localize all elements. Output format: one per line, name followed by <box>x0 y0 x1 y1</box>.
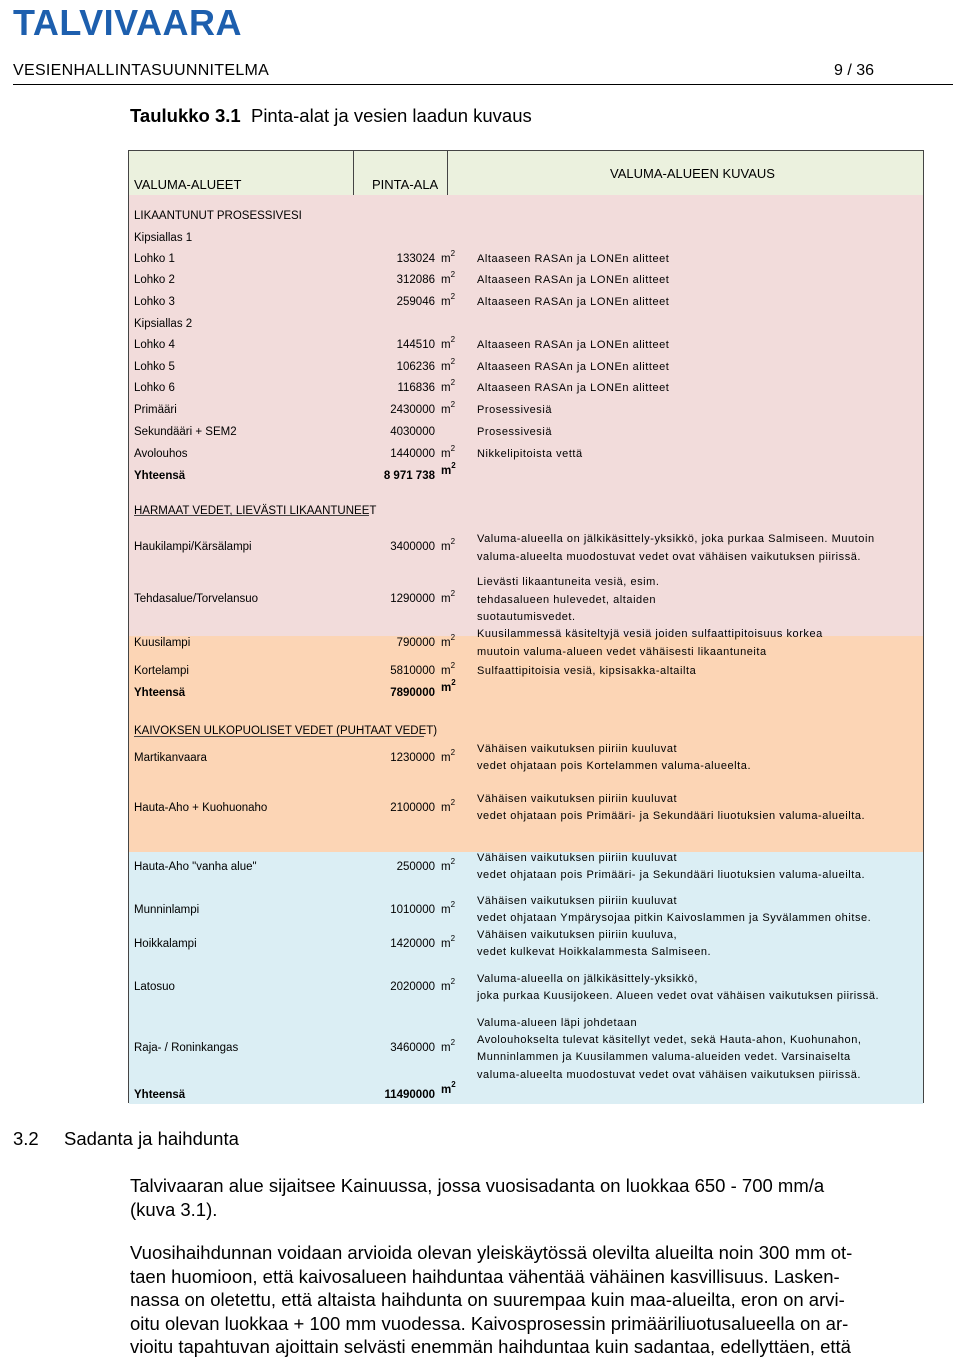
area-unit <box>441 1080 456 1097</box>
unit-exponent: 2 <box>450 1038 456 1047</box>
table-row-description: Lievästi likaantuneita vesiä, esim. <box>477 576 660 588</box>
area-unit <box>441 748 456 765</box>
area-unit <box>441 400 456 417</box>
area-unit <box>441 934 456 951</box>
unit-exponent: 2 <box>450 633 456 642</box>
area-unit <box>441 357 456 374</box>
table-row-description: muutoin valuma-alueen vedet vähäisesti likaantuneita <box>477 645 767 658</box>
unit-symbol: m <box>441 802 451 814</box>
area-unit <box>441 537 456 554</box>
table-row-description: Vähäisen vaikutuksen piiriin kuuluvat <box>477 852 678 864</box>
table-row-area: 8 971 738 <box>383 470 435 482</box>
paragraph-line: Talvivaaran alue sijaitsee Kainuussa, jossa vuosisadanta on luokkaa 650 - 700 mm/a <box>130 1175 825 1196</box>
unit-exponent: 2 <box>451 678 456 687</box>
area-unit <box>441 335 456 352</box>
area-unit <box>441 661 456 678</box>
table-row-name: Lohko 1 <box>134 253 175 265</box>
unit-symbol: m <box>441 682 452 694</box>
table-row-description: Altaaseen RASAn ja LONEn alitteet <box>477 361 670 373</box>
unit-exponent: 2 <box>450 444 456 453</box>
table-row-description: Nikkelipitoista vettä <box>477 448 583 460</box>
table-row-name: Hauta-Aho "vanha alue" <box>134 861 257 873</box>
table-row-area: 2100000 <box>390 802 435 814</box>
table-row-description: Vähäisen vaikutuksen piiriin kuuluva, <box>477 929 678 941</box>
table-row-area: 1230000 <box>390 752 435 764</box>
unit-exponent: 2 <box>450 798 456 807</box>
table-row-name: Tehdasalue/Torvelansuo <box>134 593 259 605</box>
paragraph-line: nassa on oletettu, että altaista haihdunta on suurempaa kuin maa-alueilta, eron on arvi- <box>130 1289 845 1310</box>
table-row-description: Prosessivesiä <box>477 404 553 416</box>
area-unit <box>441 292 456 309</box>
unit-exponent: 2 <box>450 335 456 344</box>
paragraph-line: (kuva 3.1). <box>130 1198 218 1220</box>
table-row-name: Lohko 2 <box>134 274 175 286</box>
area-unit <box>441 857 456 874</box>
table-row-area: 1440000 <box>390 448 435 460</box>
table-row-area: 144510 <box>396 339 435 351</box>
table-row-description: vedet kulkevat Hoikkalammesta Salmiseen. <box>477 946 712 959</box>
table-row-description: vedet ohjataan Ympärysojaa pitkin Kaivoslammen ja Syvälammen ohitse. <box>477 912 872 925</box>
section-title-contaminated: LIKAANTUNUT PROSESSIVESI <box>134 210 302 222</box>
table-row-description: joka purkaa Kuusijokeen. Alueen vedet ovat vähäisen vaikutuksen piirissä. <box>477 990 880 1003</box>
header-divider <box>13 84 953 85</box>
unit-symbol: m <box>441 404 451 416</box>
table-row-area: 250000 <box>396 861 435 873</box>
paragraph-line: Vuosihaihdunnan voidaan arvioida olevan yleiskäytössä olevilta alueilta noin 300 mm ot- <box>130 1242 853 1263</box>
unit-exponent: 2 <box>450 589 456 598</box>
table-row-area: 790000 <box>396 637 435 649</box>
table-row-description: Altaaseen RASAn ja LONEn alitteet <box>477 253 670 265</box>
area-unit <box>441 678 456 695</box>
unit-symbol: m <box>441 1084 452 1096</box>
table-row-name: Avolouhos <box>134 448 188 460</box>
table-row-description: Prosessivesiä <box>477 426 553 438</box>
table-row-name: Kipsiallas 1 <box>134 232 193 244</box>
table-header-band <box>129 151 923 196</box>
area-unit <box>441 589 456 606</box>
unit-symbol: m <box>441 253 451 265</box>
table-row-area: 3460000 <box>390 1042 435 1054</box>
table-row-name: Martikanvaara <box>134 752 207 764</box>
table-caption <box>130 105 532 127</box>
unit-symbol: m <box>441 465 452 477</box>
unit-exponent: 2 <box>450 857 456 866</box>
table-row-name: Raja- / Roninkangas <box>134 1042 239 1054</box>
table-row-description: Valuma-alueella on jälkikäsittely-yksikkö, joka purkaa Salmiseen. Muutoin <box>477 533 875 545</box>
area-unit <box>441 378 456 395</box>
paragraph-line: vioitu tapahtuvan ajoittain selvästi enemmän haihduntaa kuin sadantaa, edellyttäen, että <box>130 1336 851 1357</box>
table-row-description: tehdasalueen hulevedet, altaiden <box>477 593 657 606</box>
table-row-name: Kuusilampi <box>134 637 191 649</box>
unit-exponent: 2 <box>450 292 456 301</box>
document-title: VESIENHALLINTASUUNNITELMA <box>13 62 270 79</box>
unit-symbol: m <box>441 637 451 649</box>
unit-symbol: m <box>441 541 451 553</box>
unit-symbol: m <box>441 296 451 308</box>
table-row-name: Munninlampi <box>134 904 200 916</box>
table-row-area: 11490000 <box>384 1089 435 1101</box>
table-row-name: Lohko 3 <box>134 296 175 308</box>
unit-exponent: 2 <box>450 270 456 279</box>
table-row-name: Latosuo <box>134 981 175 993</box>
table-row-description: vedet ohjataan pois Kortelammen valuma-alueelta. <box>477 760 752 773</box>
page-number: 9 / 36 <box>834 62 875 79</box>
unit-symbol: m <box>441 981 451 993</box>
section-title: Sadanta ja haihdunta <box>64 1128 239 1149</box>
area-unit <box>441 900 456 917</box>
table-row-name: Kortelampi <box>134 665 189 677</box>
table-row-description: valuma-alueelta muodostuvat vedet ovat vähäisen vaikutuksen piirissä. <box>477 1068 862 1081</box>
table-row-name: Yhteensä <box>134 1089 186 1101</box>
unit-symbol: m <box>441 1042 451 1054</box>
table-row-name: Lohko 4 <box>134 339 175 351</box>
table-row-name: Hauta-Aho + Kuohuonaho <box>134 802 268 814</box>
table-row-description: Vähäisen vaikutuksen piiriin kuuluvat <box>477 743 678 755</box>
col-header-areas: VALUMA-ALUEET <box>134 177 242 192</box>
unit-symbol: m <box>441 274 451 286</box>
table-row-description: Altaaseen RASAn ja LONEn alitteet <box>477 296 670 308</box>
unit-symbol: m <box>441 665 451 677</box>
unit-exponent: 2 <box>451 1080 456 1089</box>
table-row-area: 7890000 <box>390 687 435 699</box>
unit-exponent: 2 <box>451 461 456 470</box>
section-title-clean: KAIVOKSEN ULKOPUOLISET VEDET (PUHTAAT VEDET) <box>134 725 438 737</box>
table-row-description: Altaaseen RASAn ja LONEn alitteet <box>477 274 670 286</box>
caption-text: Pinta-alat ja vesien laadun kuvaus <box>250 105 532 126</box>
unit-exponent: 2 <box>450 378 456 387</box>
table-row-area: 1010000 <box>390 904 435 916</box>
col-header-surface: PINTA-ALA <box>372 177 439 192</box>
paragraph-2 <box>130 1241 910 1359</box>
unit-exponent: 2 <box>450 249 456 258</box>
section-title-grey: HARMAAT VEDET, LIEVÄSTI LIKAANTUNEET <box>134 505 377 517</box>
table-row-name: Yhteensä <box>134 470 186 482</box>
unit-symbol: m <box>441 593 451 605</box>
unit-symbol: m <box>441 382 451 394</box>
unit-exponent: 2 <box>450 357 456 366</box>
table-row-area: 1420000 <box>390 938 435 950</box>
table-row-area: 5810000 <box>390 665 435 677</box>
area-unit <box>441 249 456 266</box>
area-unit <box>441 270 456 287</box>
table-row-area: 259046 <box>396 296 435 308</box>
table-row-name: Sekundääri + SEM2 <box>134 426 237 438</box>
table-row-description: Kuusilammessä käsiteltyjä vesiä joiden sulfaattipitoisuus korkea <box>477 628 823 640</box>
table-row-description: valuma-alueelta muodostuvat vedet ovat vähäisen vaikutuksen piirissä. <box>477 550 862 563</box>
table-row-name: Hoikkalampi <box>134 938 197 950</box>
paragraph-line: taen huomioon, että kaivosalueen haihduntaa vähentää vähäinen kasvillisuus. Lasken- <box>130 1265 840 1287</box>
paragraph-1 <box>130 1174 910 1221</box>
table-row-description: vedet ohjataan pois Primääri- ja Sekundääri liuotuksien valuma-alueilta. <box>477 869 866 882</box>
area-unit <box>441 798 456 815</box>
paragraph-line: oitu olevan luokkaa + 100 mm vuodessa. Kaivosprosessin primääriliuotusalueella on ar- <box>130 1312 849 1334</box>
header-divider-2 <box>447 151 448 195</box>
unit-symbol: m <box>441 938 451 950</box>
unit-exponent: 2 <box>450 400 456 409</box>
unit-symbol: m <box>441 448 451 460</box>
unit-symbol: m <box>441 339 451 351</box>
table-row-description: vedet ohjataan pois Primääri- ja Sekundääri liuotuksien valuma-alueilta. <box>477 810 866 823</box>
table-row-description: Munninlammen ja Kuusilammen valuma-alueiden vedet. Varsinaiselta <box>477 1051 851 1064</box>
table-row-description: Altaaseen RASAn ja LONEn alitteet <box>477 382 670 394</box>
table-row-name: Yhteensä <box>134 687 186 699</box>
area-table <box>128 150 924 1103</box>
clean-title-underline <box>134 736 424 737</box>
table-row-description: suotautumisvedet. <box>477 611 576 623</box>
table-row-area: 2430000 <box>390 404 435 416</box>
table-row-area: 1290000 <box>390 593 435 605</box>
area-unit <box>441 461 456 478</box>
table-row-area: 4030000 <box>390 426 435 438</box>
unit-symbol: m <box>441 861 451 873</box>
table-row-name: Lohko 6 <box>134 382 175 394</box>
area-unit <box>441 1038 456 1055</box>
caption-label: Taulukko 3.1 <box>130 105 241 126</box>
table-row-area: 133024 <box>396 253 435 265</box>
unit-symbol: m <box>441 361 451 373</box>
table-row-description: Altaaseen RASAn ja LONEn alitteet <box>477 339 670 351</box>
table-row-area: 2020000 <box>390 981 435 993</box>
col-header-description: VALUMA-ALUEEN KUVAUS <box>610 166 775 181</box>
table-row-name: Primääri <box>134 404 177 416</box>
unit-exponent: 2 <box>450 977 456 986</box>
table-row-description: Valuma-alueella on jälkikäsittely-yksikkö, <box>477 973 698 985</box>
area-unit <box>441 633 456 650</box>
unit-exponent: 2 <box>450 748 456 757</box>
unit-symbol: m <box>441 752 451 764</box>
grey-title-underline <box>134 515 369 516</box>
table-row-name: Kipsiallas 2 <box>134 318 193 330</box>
company-logo: TALVIVAARA <box>13 2 242 43</box>
table-row-name: Lohko 5 <box>134 361 175 373</box>
area-unit <box>441 444 456 461</box>
table-row-name: Haukilampi/Kärsälampi <box>134 541 252 553</box>
table-row-area: 106236 <box>396 361 435 373</box>
header-divider-1 <box>353 151 354 195</box>
table-row-description: Vähäisen vaikutuksen piiriin kuuluvat <box>477 793 678 805</box>
unit-exponent: 2 <box>450 900 456 909</box>
unit-exponent: 2 <box>450 537 456 546</box>
table-row-description: Valuma-alueen läpi johdetaan <box>477 1017 638 1029</box>
unit-exponent: 2 <box>450 661 456 670</box>
table-row-description: Sulfaattipitoisia vesiä, kipsisakka-altailta <box>477 665 697 677</box>
table-row-area: 3400000 <box>390 541 435 553</box>
unit-exponent: 2 <box>450 934 456 943</box>
section-number: 3.2 <box>13 1128 39 1149</box>
section-heading <box>13 1128 239 1150</box>
area-unit <box>441 977 456 994</box>
table-row-description: Avolouhokselta tulevat käsitellyt vedet, sekä Hauta-ahon, Kuohunahon, <box>477 1034 862 1047</box>
table-row-area: 116836 <box>397 382 435 394</box>
table-row-description: Vähäisen vaikutuksen piiriin kuuluvat <box>477 895 678 907</box>
table-row-area: 312086 <box>396 274 435 286</box>
unit-symbol: m <box>441 904 451 916</box>
